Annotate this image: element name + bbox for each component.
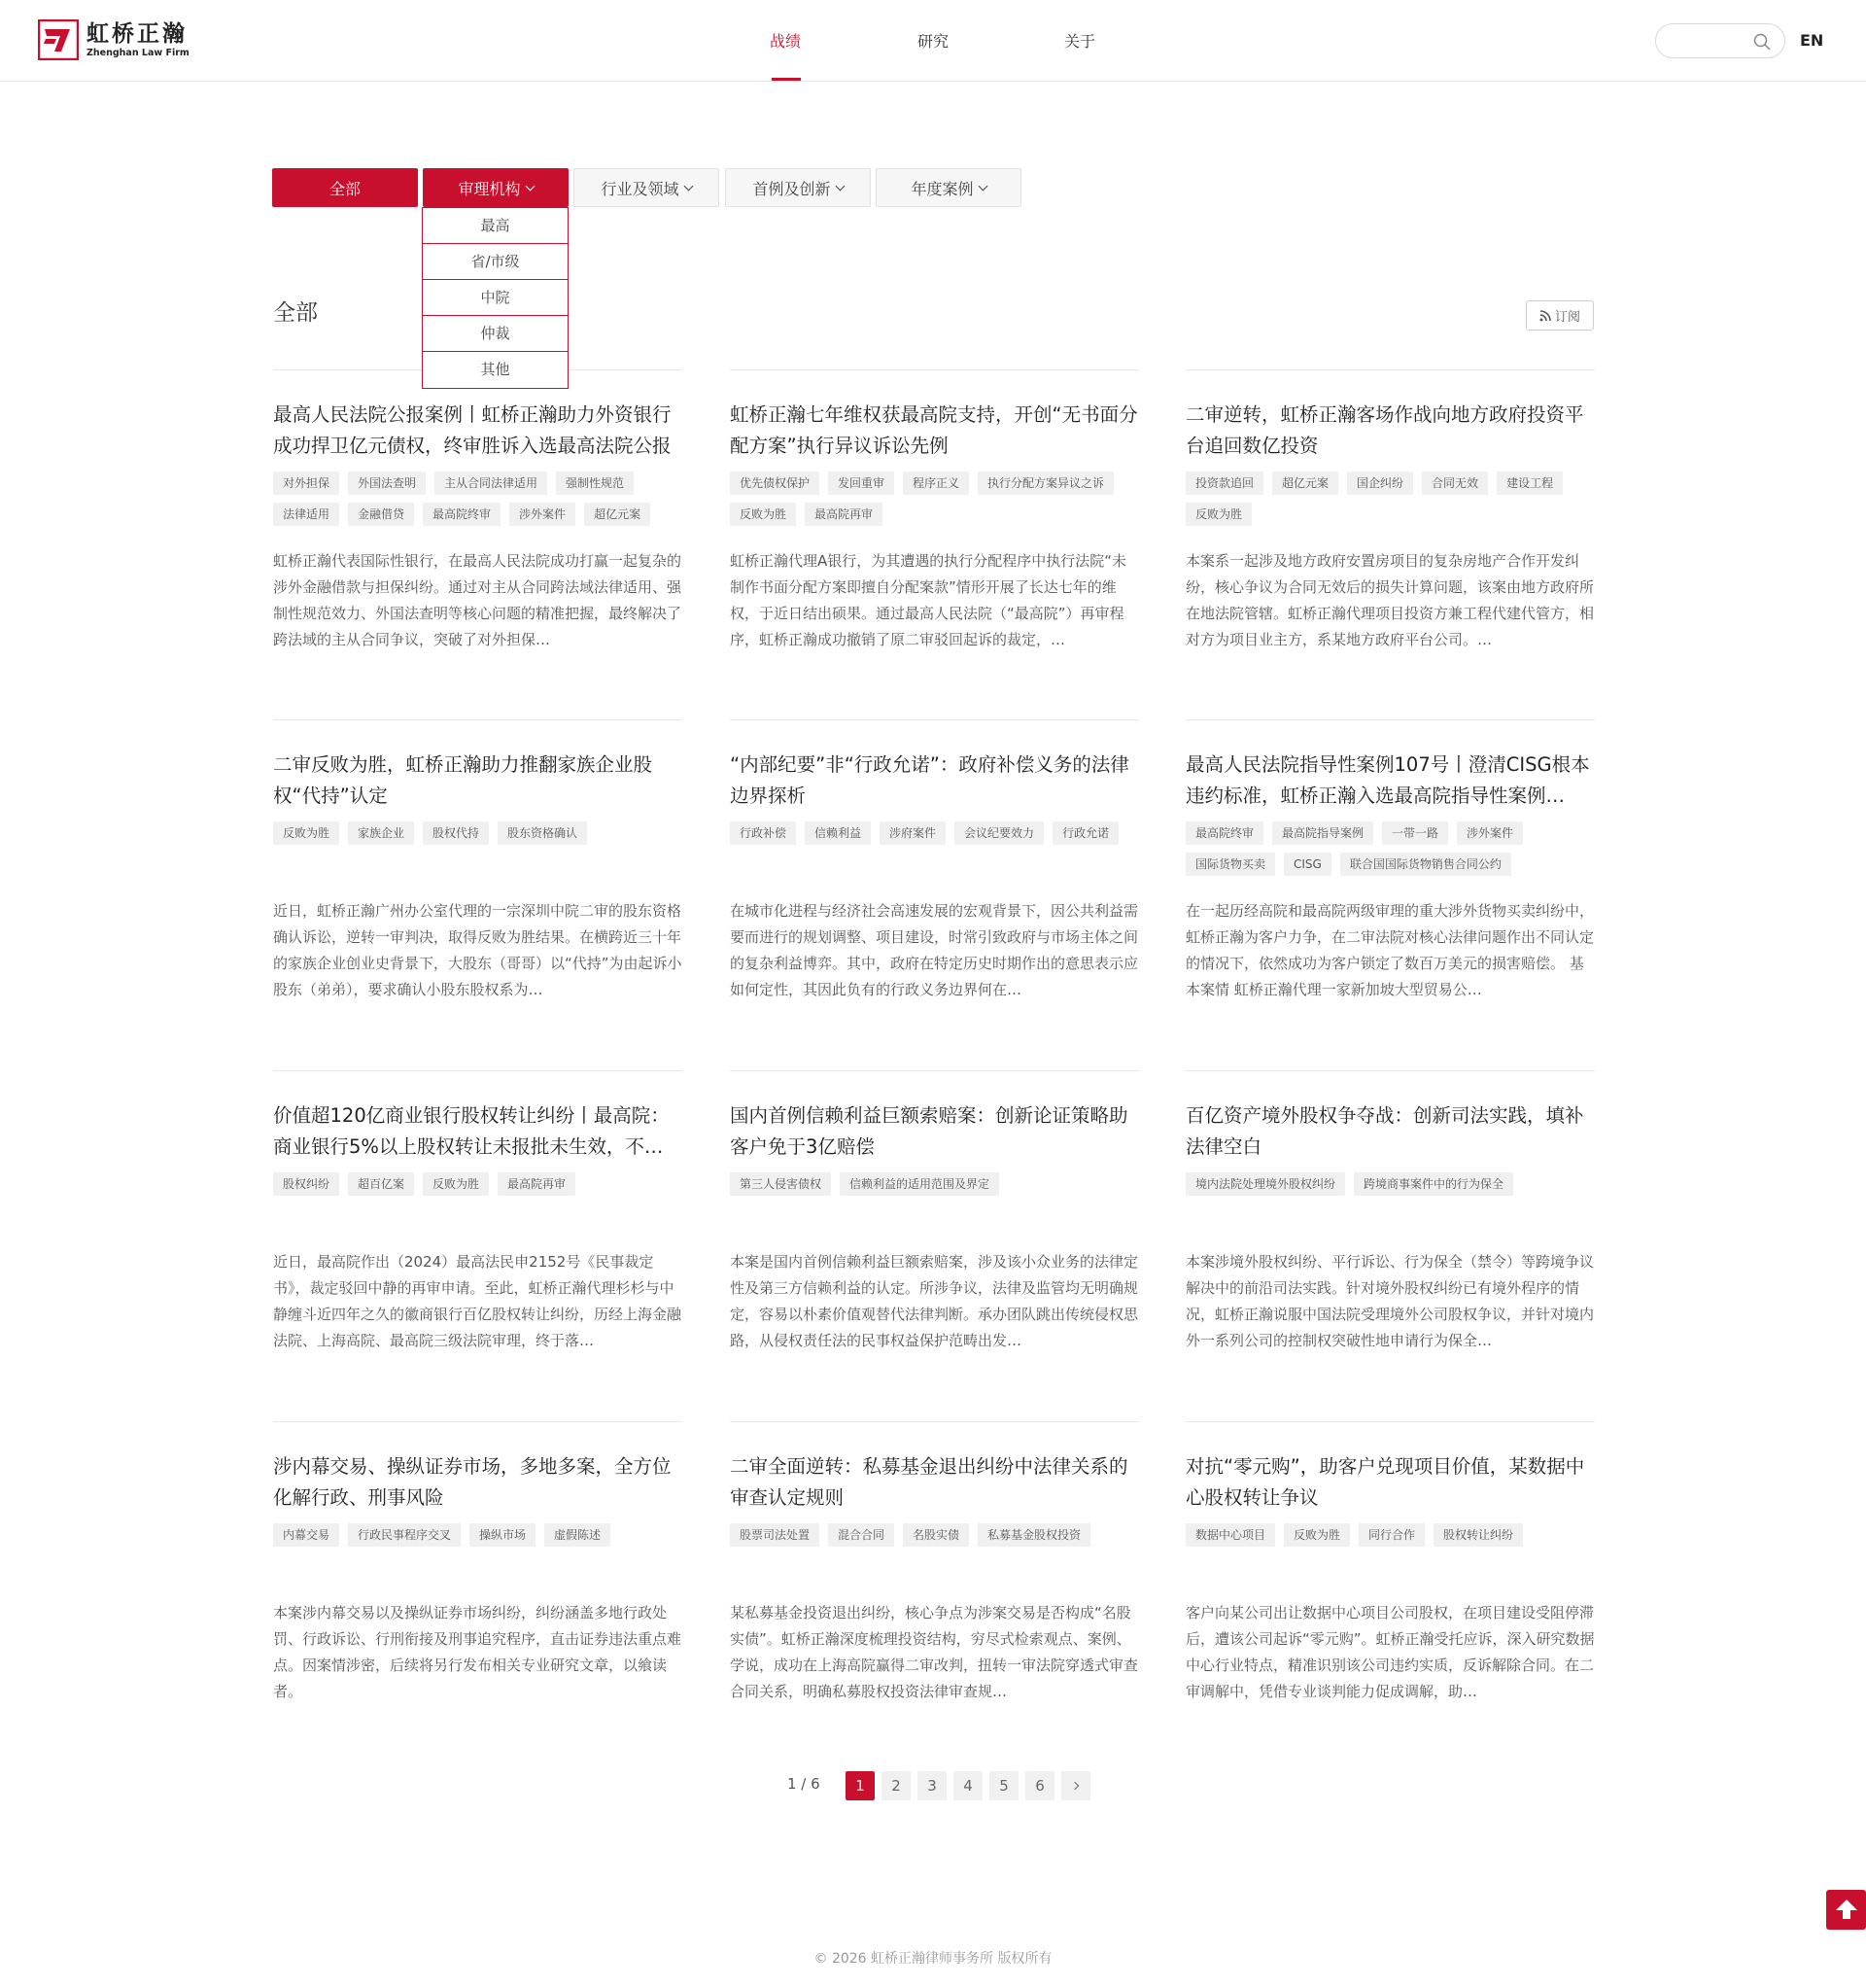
- case-tag[interactable]: 最高院指导案例: [1272, 821, 1373, 845]
- subscribe-label: 订阅: [1554, 310, 1580, 325]
- nav-item-about[interactable]: 关于: [1063, 32, 1095, 51]
- case-card[interactable]: [1186, 1421, 1595, 1700]
- case-tag[interactable]: 强制性规范: [556, 471, 634, 495]
- nav-item-research[interactable]: 研究: [916, 32, 949, 51]
- case-tag[interactable]: 发回重审: [828, 471, 894, 495]
- case-tag[interactable]: 反败为胜: [273, 821, 339, 845]
- case-summary: 虹桥正瀚代表国际性银行，在最高人民法院成功打赢一起复杂的涉外金融借款与担保纠纷。通过对主从合同跨法域法律适用、强制性规范效力、外国法查明等核心问题的精准把握，最终解决了跨法域的主从合同争议，突破了对外担保…: [273, 552, 682, 648]
- section-title: 全部: [273, 300, 318, 326]
- case-tag[interactable]: 境内法院处理境外股权纠纷: [1186, 1172, 1345, 1196]
- case-title[interactable]: “内部纪要”非“行政允诺”：政府补偿义务的法律边界探析: [730, 753, 1129, 807]
- case-summary: 本案涉内幕交易以及操纵证券市场纠纷，纠纷涵盖多地行政处罚、行政诉讼、行刑衔接及刑事追究程序，直击证券违法重点难点。因案情涉密，后续将另行发布相关专业研究文章，以飨读者。: [273, 1604, 682, 1700]
- court-dropdown-menu: [422, 207, 569, 389]
- case-tag[interactable]: 反败为胜: [730, 503, 796, 526]
- nav-item-achievements[interactable]: 战绩: [769, 32, 801, 51]
- case-tag[interactable]: 一带一路: [1382, 821, 1448, 845]
- tag-list: [1186, 1172, 1595, 1203]
- filter-all-label: 全部: [328, 179, 361, 198]
- nav-active-indicator: [772, 78, 801, 81]
- case-summary: 在城市化进程与经济社会高速发展的宏观背景下，因公共利益需要而进行的规划调整、项目建设，时常引致政府与市场主体之间的复杂利益博弈。其中，政府在特定历史时期作出的意思表示应如何定性，其因此负有的行政义务边界何在…: [730, 902, 1139, 998]
- case-card[interactable]: [273, 719, 682, 998]
- case-card[interactable]: [1186, 369, 1595, 648]
- dropdown-item-other[interactable]: 其他: [480, 361, 510, 378]
- case-tag[interactable]: 涉外案件: [1457, 821, 1523, 845]
- case-tag[interactable]: 行政允诺: [1053, 821, 1119, 845]
- tag-list: [1186, 1523, 1595, 1554]
- dropdown-item-supreme[interactable]: 最高: [423, 208, 568, 244]
- case-tag[interactable]: 数据中心项目: [1186, 1523, 1275, 1547]
- case-tag[interactable]: 超百亿案: [348, 1172, 414, 1196]
- case-tag[interactable]: 对外担保: [273, 471, 339, 495]
- rss-icon: [1539, 310, 1551, 322]
- case-tag[interactable]: 跨境商事案件中的行为保全: [1354, 1172, 1513, 1196]
- tag-list: [730, 471, 1139, 534]
- chevron-down-icon: [978, 181, 987, 191]
- case-summary: 近日，虹桥正瀚广州办公室代理的一宗深圳中院二审的股东资格确认诉讼，逆转一审判决，取得反败为胜结果。在横跨近三十年的家族企业创业史背景下，大股东（哥哥）以“代持”为由起诉小股东（弟弟），要求确认小股东股权系为…: [273, 902, 682, 998]
- chevron-down-icon: [835, 181, 845, 191]
- case-tag[interactable]: 涉府案件: [880, 821, 946, 845]
- case-card[interactable]: [273, 1070, 682, 1349]
- case-tag[interactable]: 反败为胜: [1186, 503, 1252, 526]
- case-summary: 本案系一起涉及地方政府安置房项目的复杂房地产合作开发纠纷，核心争议为合同无效后的损失计算问题，该案由地方政府所在地法院管辖。虹桥正瀚代理项目投资方兼工程代建代管方，相对方为项目业主方，系某地方政府平台公司。…: [1186, 552, 1595, 648]
- tag-list: [730, 1172, 1139, 1203]
- case-card[interactable]: [730, 369, 1139, 648]
- filter-court-label: 审理机构: [458, 179, 521, 198]
- filter-industry-button[interactable]: [573, 168, 719, 207]
- case-summary: 本案是国内首例信赖利益巨额索赔案，涉及该小众业务的法律定性及第三方信赖利益的认定。所涉争议，法律及监管均无明确规定，容易以朴素价值观替代法律判断。承办团队跳出传统侵权思路，从侵权责任法的民事权益保护范畴出发…: [730, 1253, 1139, 1349]
- case-tag[interactable]: 名股实债: [903, 1523, 969, 1547]
- case-tag[interactable]: 国际货物买卖: [1186, 853, 1275, 876]
- page-2-button[interactable]: 2: [881, 1771, 911, 1800]
- filter-year-button[interactable]: [876, 168, 1021, 207]
- case-title[interactable]: 国内首例信赖利益巨额索赔案：创新论证策略助客户免于3亿赔偿: [730, 1104, 1128, 1158]
- dropdown-item-provincial[interactable]: 省/市级: [423, 244, 568, 280]
- case-tag[interactable]: 行政民事程序交叉: [348, 1523, 461, 1547]
- case-tag[interactable]: 反败为胜: [1284, 1523, 1350, 1547]
- case-card[interactable]: [730, 719, 1139, 998]
- case-tag[interactable]: 超亿元案: [1272, 471, 1338, 495]
- case-tag[interactable]: 合同无效: [1422, 471, 1488, 495]
- case-tag[interactable]: 联合国国际货物销售合同公约: [1340, 853, 1511, 876]
- tag-list: [1186, 821, 1595, 884]
- search-box: [1655, 23, 1785, 58]
- case-title[interactable]: 对抗“零元购”，助客户兑现项目价值，某数据中心股权转让争议: [1186, 1455, 1585, 1509]
- tag-list: [273, 1523, 682, 1554]
- case-tag[interactable]: 法律适用: [273, 503, 339, 526]
- arrow-up-icon: [1834, 1898, 1859, 1923]
- case-tag[interactable]: 会议纪要效力: [954, 821, 1044, 845]
- tag-list: [273, 471, 682, 534]
- case-tag[interactable]: 信赖利益: [805, 821, 871, 845]
- case-card[interactable]: [273, 1421, 682, 1700]
- case-tag[interactable]: 超亿元案: [584, 503, 650, 526]
- page-4-button[interactable]: 4: [953, 1771, 983, 1800]
- tag-list: [273, 1172, 682, 1203]
- case-title[interactable]: 虹桥正瀚七年维权获最高院支持，开创“无书面分配方案”执行异议诉讼先例: [730, 403, 1138, 457]
- case-tag[interactable]: 股票司法处置: [730, 1523, 819, 1547]
- case-tag[interactable]: 主从合同法律适用: [434, 471, 547, 495]
- subscribe-button[interactable]: [1526, 300, 1594, 331]
- filter-first-label: 首例及创新: [752, 179, 831, 198]
- case-card[interactable]: [273, 369, 682, 648]
- dropdown-item-arbitration[interactable]: 仲裁: [423, 316, 568, 352]
- case-tag[interactable]: 家族企业: [348, 821, 414, 845]
- chevron-down-icon: [683, 181, 693, 191]
- filter-all-button[interactable]: [272, 168, 418, 207]
- case-tag[interactable]: 股权转让纠纷: [1434, 1523, 1523, 1547]
- case-tag[interactable]: 操纵市场: [469, 1523, 536, 1547]
- tag-list: [1186, 471, 1595, 534]
- case-tag[interactable]: 同行合作: [1359, 1523, 1425, 1547]
- case-title[interactable]: 二审反败为胜，虹桥正瀚助力推翻家族企业股权“代持”认定: [273, 753, 653, 807]
- back-to-top-button[interactable]: [1826, 1890, 1866, 1930]
- chevron-right-icon: [1071, 1782, 1079, 1790]
- case-summary: 客户向某公司出让数据中心项目公司股权，在项目建设受阻停滞后，遭该公司起诉“零元购”。虹桥正瀚受托应诉，深入研究数据中心行业特点，精准识别该公司违约实质，反诉解除合同。在二审调解中，凭借专业谈判能力促成调解，助…: [1186, 1604, 1595, 1700]
- case-card[interactable]: [1186, 1070, 1595, 1349]
- logo[interactable]: [38, 19, 190, 60]
- case-tag[interactable]: 最高院终审: [423, 503, 501, 526]
- page-5-button[interactable]: 5: [989, 1771, 1019, 1800]
- case-tag[interactable]: 最高院再审: [498, 1172, 575, 1196]
- language-switch[interactable]: EN: [1800, 31, 1824, 50]
- filter-year-label: 年度案例: [911, 179, 974, 198]
- logo-name-cn: 虹桥正瀚: [86, 19, 188, 47]
- case-tag[interactable]: 最高院终审: [1186, 821, 1263, 845]
- page-3-button[interactable]: 3: [917, 1771, 947, 1800]
- case-title[interactable]: 二审全面逆转：私募基金退出纠纷中法律关系的审查认定规则: [730, 1455, 1128, 1509]
- case-title[interactable]: 百亿资产境外股权争夺战：创新司法实践，填补法律空白: [1186, 1104, 1584, 1158]
- case-tag[interactable]: 程序正义: [903, 471, 969, 495]
- case-summary: 在一起历经高院和最高院两级审理的重大涉外货物买卖纠纷中，虹桥正瀚为客户力争，在二审法院对核心法律问题作出不同认定的情况下，依然成功为客户锁定了数百万美元的损害赔偿。 基本案情 虹桥正瀚代理一家新加坡大型贸易公…: [1186, 902, 1595, 998]
- case-tag[interactable]: 行政补偿: [730, 821, 796, 845]
- search-icon[interactable]: [1753, 33, 1771, 51]
- page-6-button[interactable]: 6: [1025, 1771, 1054, 1800]
- case-title[interactable]: 二审逆转，虹桥正瀚客场作战向地方政府投资平台追回数亿投资: [1186, 403, 1584, 457]
- case-tag[interactable]: 金融借贷: [348, 503, 414, 526]
- chevron-down-icon: [525, 181, 535, 191]
- case-tag[interactable]: 混合合同: [828, 1523, 894, 1547]
- logo-name-en: Zhenghan Law Firm: [86, 47, 190, 58]
- case-title[interactable]: 最高人民法院指导性案例107号丨澄清CISG根本违约标准，虹桥正瀚入选最高院指导性案例…: [1186, 753, 1590, 807]
- case-tag[interactable]: 股权代持: [423, 821, 489, 845]
- tag-list: [273, 821, 682, 853]
- case-tag[interactable]: 执行分配方案异议之诉: [978, 471, 1114, 495]
- next-page-button[interactable]: [1061, 1771, 1090, 1800]
- case-tag[interactable]: 国企纠纷: [1347, 471, 1413, 495]
- case-tag[interactable]: CISG: [1284, 853, 1331, 876]
- case-tag[interactable]: 虚假陈述: [544, 1523, 610, 1547]
- search-input[interactable]: [1668, 24, 1755, 57]
- case-tag[interactable]: 第三人侵害债权: [730, 1172, 831, 1196]
- tag-list: [730, 821, 1139, 853]
- case-summary: 虹桥正瀚代理A银行，为其遭遇的执行分配程序中执行法院“未制作书面分配方案即擅自分配案款”情形开展了长达七年的维权，于近日结出硕果。通过最高人民法院（“最高院”）再审程序，虹桥正瀚成功撤销了原二审驳回起诉的裁定，…: [730, 552, 1127, 648]
- case-tag[interactable]: 涉外案件: [509, 503, 575, 526]
- logo-mark-icon: [38, 19, 79, 60]
- footer-copyright: © 2026 虹桥正瀚律师事务所 版权所有: [813, 1951, 1053, 1967]
- dropdown-item-intermediate[interactable]: 中院: [423, 280, 568, 316]
- filter-first-button[interactable]: [725, 168, 871, 207]
- case-tag[interactable]: 内幕交易: [273, 1523, 339, 1547]
- case-title[interactable]: 最高人民法院公报案例丨虹桥正瀚助力外资银行成功捍卫亿元债权，终审胜诉入选最高法院公报: [273, 403, 672, 457]
- case-tag[interactable]: 最高院再审: [805, 503, 882, 526]
- case-tag[interactable]: 私募基金股权投资: [978, 1523, 1090, 1547]
- case-tag[interactable]: 投资款追回: [1186, 471, 1263, 495]
- case-tag[interactable]: 股权纠纷: [273, 1172, 339, 1196]
- case-card[interactable]: [1186, 719, 1595, 998]
- case-tag[interactable]: 优先债权保护: [730, 471, 819, 495]
- page-1-button[interactable]: 1: [846, 1771, 875, 1800]
- site-header: [0, 0, 1866, 82]
- case-tag[interactable]: 股东资格确认: [498, 821, 587, 845]
- case-tag[interactable]: 信赖利益的适用范围及界定: [840, 1172, 999, 1196]
- filter-industry-label: 行业及领域: [601, 179, 679, 198]
- filter-court-button[interactable]: [423, 168, 569, 207]
- case-title[interactable]: 价值超120亿商业银行股权转让纠纷丨最高院：商业银行5%以上股权转让未报批未生效，不…: [273, 1104, 670, 1158]
- tag-list: [730, 1523, 1139, 1554]
- case-tag[interactable]: 外国法查明: [348, 471, 426, 495]
- case-tag[interactable]: 建设工程: [1497, 471, 1563, 495]
- case-summary: 近日，最高院作出（2024）最高法民申2152号《民事裁定书》，裁定驳回中静的再审申请。至此，虹桥正瀚代理杉杉与中静缠斗近四年之久的徽商银行百亿股权转让纠纷，历经上海金融法院、上海高院、最高院三级法院审理，终于落…: [273, 1253, 682, 1349]
- case-card[interactable]: [730, 1070, 1139, 1349]
- case-summary: 某私募基金投资退出纠纷，核心争点为涉案交易是否构成“名股实债”。虹桥正瀚深度梳理投资结构，穷尽式检索观点、案例、学说，成功在上海高院赢得二审改判，扭转一审法院穿透式审查合同关系，明确私募股权投资法律审查规…: [730, 1604, 1139, 1700]
- case-tag[interactable]: 反败为胜: [423, 1172, 489, 1196]
- case-summary: 本案涉境外股权纠纷、平行诉讼、行为保全（禁令）等跨境争议解决中的前沿司法实践。针对境外股权纠纷已有境外程序的情况，虹桥正瀚说服中国法院受理境外公司股权争议，并针对境内外一系列公司的控制权突破性地申请行为保全…: [1186, 1253, 1595, 1349]
- pagination-info: 1 / 6: [787, 1775, 820, 1793]
- case-title[interactable]: 涉内幕交易、操纵证券市场，多地多案，全方位化解行政、刑事风险: [273, 1455, 672, 1509]
- case-card[interactable]: [730, 1421, 1139, 1700]
